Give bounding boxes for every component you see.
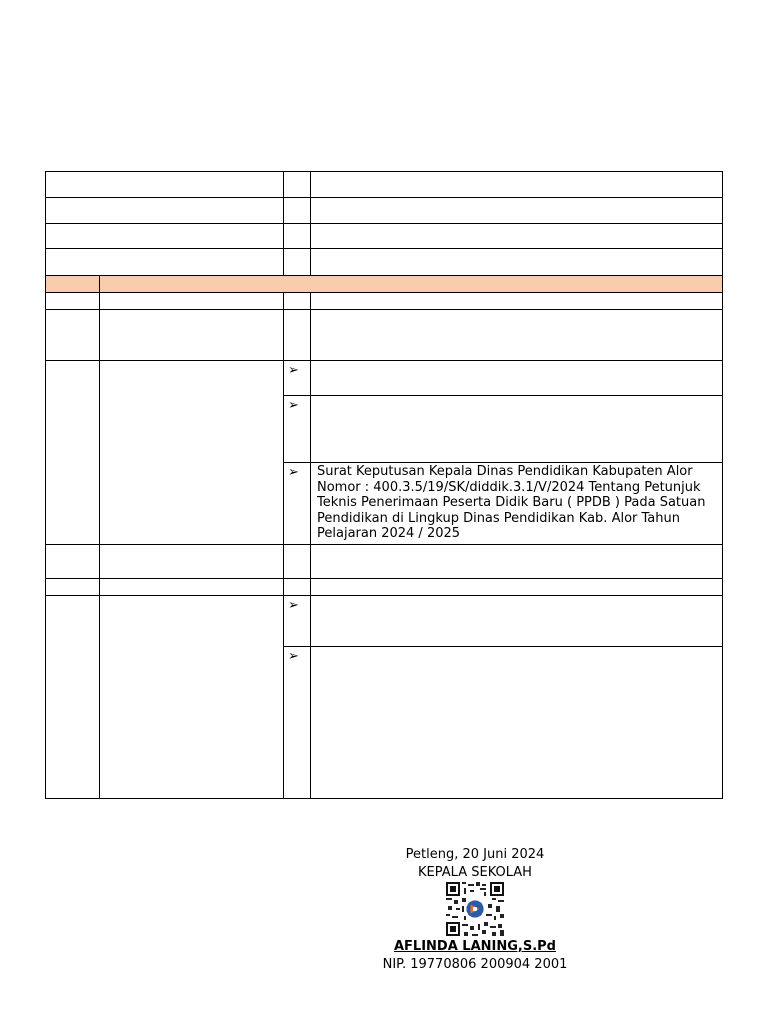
- signer-name: AFLINDA LANING,S.Pd: [393, 939, 556, 954]
- header-value-cell: [311, 224, 723, 249]
- arrow-bullet-icon: ➢: [288, 465, 299, 480]
- row-value-cell: [311, 396, 723, 463]
- header-value-cell: [311, 249, 723, 276]
- arrow-bullet-icon: ➢: [288, 363, 299, 378]
- row-number-cell: [46, 293, 100, 310]
- row-value-cell: [311, 647, 723, 799]
- header-colon-cell: [284, 224, 311, 249]
- row-number-cell: [46, 361, 100, 545]
- header-label-cell: [46, 172, 284, 198]
- row-value-cell: [311, 361, 723, 396]
- row-value-cell: [311, 579, 723, 596]
- section-title-cell: [100, 276, 723, 293]
- row-number-cell: [46, 310, 100, 361]
- row-colon-cell: [284, 293, 311, 310]
- row-label-cell: [100, 293, 284, 310]
- header-label-cell: [46, 224, 284, 249]
- row-label-cell: [100, 310, 284, 361]
- header-value-cell: [311, 198, 723, 224]
- bullet-cell: [284, 463, 311, 545]
- row-label-cell: [100, 545, 284, 579]
- row-number-cell: [46, 545, 100, 579]
- row-value-cell: [311, 293, 723, 310]
- header-colon-cell: [284, 172, 311, 198]
- row-label-cell: [100, 579, 284, 596]
- arrow-bullet-icon: ➢: [288, 398, 299, 413]
- row-label-cell: [100, 361, 284, 545]
- row-value-cell: [311, 310, 723, 361]
- row-value-cell: [311, 545, 723, 579]
- row-colon-cell: [284, 310, 311, 361]
- signer-nip: NIP. 19770806 200904 2001: [382, 956, 568, 972]
- row-number-cell: [46, 596, 100, 799]
- letter-table: [45, 171, 723, 799]
- signer-position: KEPALA SEKOLAH: [418, 864, 532, 880]
- arrow-bullet-icon: ➢: [288, 649, 299, 664]
- place-date: Petleng, 20 Juni 2024: [405, 847, 545, 862]
- arrow-bullet-icon: ➢: [288, 598, 299, 613]
- header-colon-cell: [284, 249, 311, 276]
- bullet-cell: [284, 361, 311, 396]
- qr-code-icon: [446, 882, 504, 936]
- signature-block: [355, 846, 595, 973]
- header-value-cell: [311, 172, 723, 198]
- header-label-cell: [46, 198, 284, 224]
- row-colon-cell: [284, 545, 311, 579]
- dasar-text: Surat Keputusan Kepala Dinas Pendidikan Kabupaten Alor Nomor : 400.3.5/19/SK/diddik.3.1/V/2024 Tentang Petunjuk Teknis Penerimaan Peserta Didik Baru ( PPDB ) Pada Satuan Pendidikan di Lingkup Dinas Pendidikan Kab. Alor Tahun Pelajaran 2024 / 2025: [311, 463, 723, 545]
- bullet-cell: [284, 596, 311, 647]
- bullet-cell: [284, 647, 311, 799]
- row-colon-cell: [284, 579, 311, 596]
- row-value-cell: [311, 596, 723, 647]
- bullet-cell: [284, 396, 311, 463]
- row-number-cell: [46, 579, 100, 596]
- row-label-cell: [100, 596, 284, 799]
- header-label-cell: [46, 249, 284, 276]
- section-number-cell: [46, 276, 100, 293]
- header-colon-cell: [284, 198, 311, 224]
